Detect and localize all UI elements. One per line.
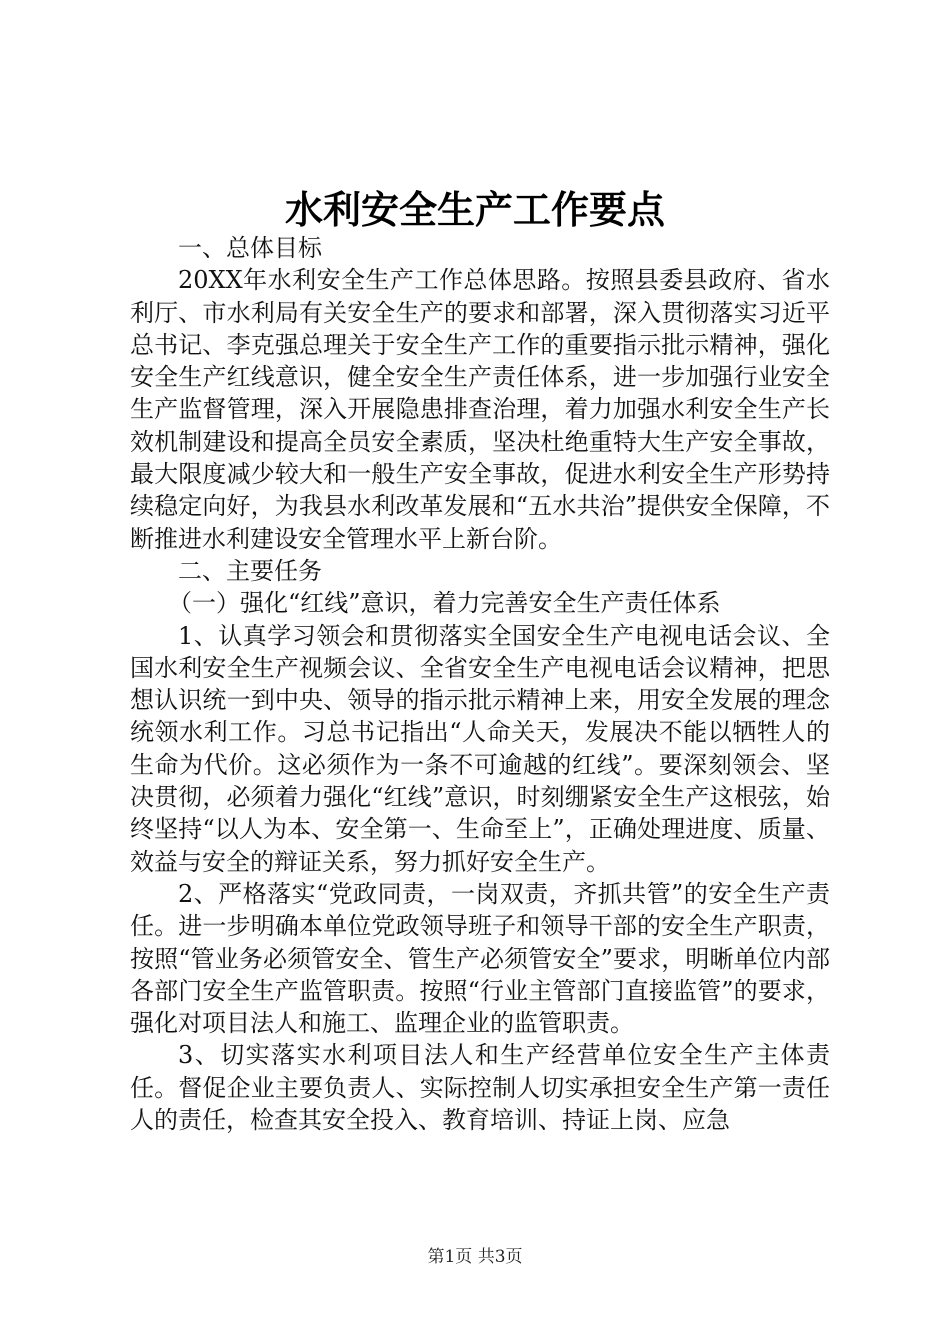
paragraph-item-2: 2、严格落实“党政同责，一岗双责，齐抓共管”的安全生产责任。进一步明确本单位党政领导班子和领导干部的安全生产职责，按照“管业务必须管安全、管生产必须管安全”要求，明晰单位内部各部门安全生产监管职责。按照“行业主管部门直接监管”的要求，强化对项目法人和施工、监理企业的监管职责。 [130, 879, 830, 1038]
page-number-footer: 第1页 共3页 [427, 1247, 523, 1267]
paragraph-item-1: 1、认真学习领会和贯彻落实全国安全生产电视电话会议、全国水利安全生产视频会议、全省安全生产电视电话会议精神，把思想认识统一到中央、领导的指示批示精神上来，用安全发展的理念统领水利工作。习总书记指出“人命关天，发展决不能以牺牲人的生命为代价。这必须作为一条不可逾越的红线”。要深刻领会、坚决贯彻，必须着力强化“红线”意识，时刻绷紧安全生产这根弦，始终坚持“以人为本、安全第一、生命至上”，正确处理进度、质量、效益与安全的辩证关系，努力抓好安全生产。 [130, 621, 830, 876]
section-heading-2: 二、主要任务 [178, 556, 322, 585]
section-heading-1: 一、总体目标 [178, 234, 322, 262]
paragraph-overall-goal: 20XX年水利安全生产工作总体思路。按照县委县政府、省水利厅、市水利局有关安全生产的要求和部署，深入贯彻落实习近平总书记、李克强总理关于安全生产工作的重要指示批示精神，强化安全生产红线意识，健全安全生产责任体系，进一步加强行业安全生产监督管理，深入开展隐患排查治理，着力加强水利安全生产长效机制建设和提高全员安全素质，坚决杜绝重特大生产安全事故，最大限度减少较大和一般生产安全事故，促进水利安全生产形势持续稳定向好，为我县水利改革发展和“五水共治”提供安全保障，不断推进水利建设安全管理水平上新台阶。 [130, 266, 830, 553]
document-body [130, 232, 830, 1136]
paragraph-item-3: 3、切实落实水利项目法人和生产经营单位安全生产主体责任。督促企业主要负责人、实际控制人切实承担安全生产第一责任人的责任，检查其安全投入、教育培训、持证上岗、应急 [130, 1041, 830, 1135]
subsection-heading-1: （一）强化“红线”意识，着力完善安全生产责任体系 [168, 589, 721, 618]
document-title: 水利安全生产工作要点 [284, 187, 665, 232]
